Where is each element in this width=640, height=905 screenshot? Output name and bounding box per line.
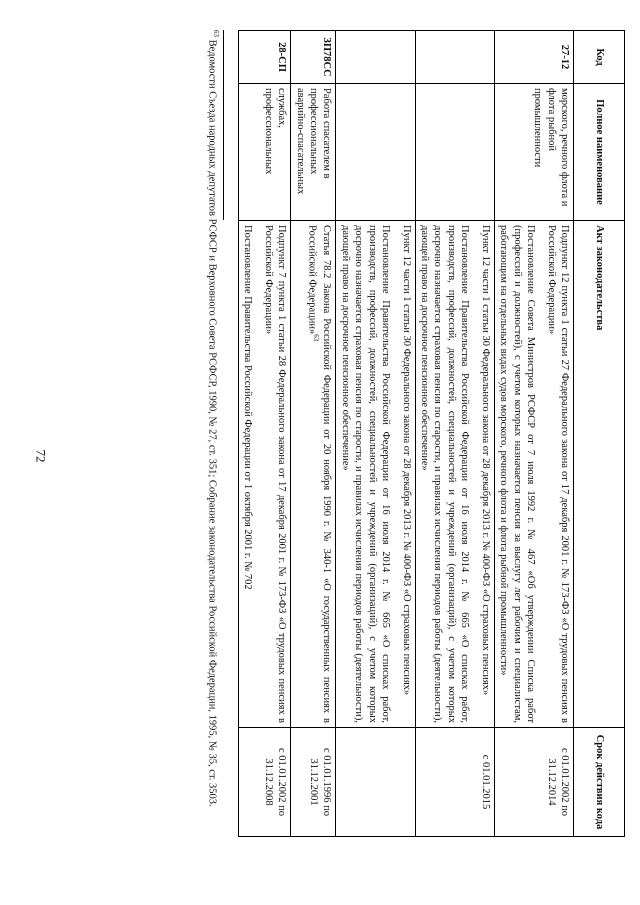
table-row — [415, 31, 494, 837]
act-paragraph: Постановление Правительства Российской Федерации от 16 июля 2014 г. № 665 «О списках работ, производств, профессий, должностей, специальностей и учреждений (организаций), с учетом которых досрочно назначается страховая пенсия по старости, и правилах исчисления периодов работы (деятельности), дающей право на досрочное пенсионное обеспечение» — [339, 225, 392, 723]
header-code: Код — [574, 31, 625, 84]
table-row — [238, 31, 290, 837]
row-name: Работа спасателем в профессиональных аварийно-спасательных — [291, 84, 336, 221]
row-act — [336, 221, 415, 728]
footnote-ref: 63 — [312, 334, 320, 342]
footnote-mark: 63 — [211, 30, 220, 37]
act-paragraph: Пункт 12 части 1 статьи 30 Федерального закона от 28 декабря 2013 г. № 400-ФЗ «О страховых пенсиях» — [400, 225, 412, 696]
header-act: Акт законодательства — [574, 221, 625, 728]
table-header-row — [574, 31, 625, 837]
row-term: с 01.01.2002 по 31.12.2008 — [238, 728, 290, 837]
row-act — [415, 221, 494, 728]
row-name: службах, профессиональных — [238, 84, 290, 221]
row-code — [336, 31, 415, 84]
table-row — [494, 31, 573, 837]
row-act — [291, 221, 336, 728]
table-row — [336, 31, 415, 837]
footnote-divider — [223, 30, 224, 220]
row-name: морского, речного флота и флота рыбной промышленности — [494, 84, 573, 221]
row-name — [415, 84, 494, 221]
act-paragraph: Постановление Совета Министров РСФСР от 7 июля 1992 г. № 467 «Об утверждении Списка работ (профессий и должностей), с учетом которых назначается пенсия за выслугу лет рабочим и специалистам, работающим на отдельных видах судов морского, речного флота и флота рыбной промышленности» — [498, 225, 537, 723]
act-paragraph: Подпункт 12 пункта 1 статьи 27 Федерального закона от 17 декабря 2001 г. № 173-ФЗ «О трудовых пенсиях в Российской Федерации» — [545, 225, 570, 723]
row-code: ЗП78СС — [291, 31, 336, 84]
row-term: с 01.01.2002 по 31.12.2014 — [494, 728, 573, 837]
row-code: 27-12 — [494, 31, 573, 84]
rotated-page — [55, 30, 625, 875]
act-paragraph — [305, 225, 333, 723]
row-act — [238, 221, 290, 728]
act-paragraph: Постановление Правительства Российской Федерации от 16 июля 2014 г. № 665 «О списках работ, производств, профессий, должностей, специальностей и учреждений (организаций), с учетом которых досрочно назначается страховая пенсия по старости, и правилах исчисления периодов работы (деятельности), дающей право на досрочное пенсионное обеспечение» — [419, 225, 471, 723]
row-term: с 01.01.2015 — [415, 728, 494, 837]
row-code — [415, 31, 494, 84]
header-term: Срок действия кода — [574, 728, 625, 837]
row-name — [336, 84, 415, 221]
row-code: 28-СП — [238, 31, 290, 84]
row-act — [494, 221, 573, 728]
row-term: с 01.01.1996 по 31.12.2001 — [291, 728, 336, 837]
header-name: Полное наименование — [574, 84, 625, 221]
codes-table — [238, 30, 625, 837]
act-text: Статья 78.2 Закона Российской Федерации от 20 ноября 1990 г. № 340-1 «О государственных пенсиях в Российской Федерации» — [306, 225, 333, 723]
footnote — [205, 30, 224, 830]
footnote-text: Ведомости Съезда народных депутатов РСФСР и Верховного Совета РСФСР, 1990, № 27, ст. 351; Собрание законодательства Российской Федерации, 1995, № 35, ст. 3503. — [206, 39, 218, 807]
act-paragraph: Постановление Правительства Российской Федерации от 1 октября 2001 г. № 702 — [242, 225, 254, 590]
page-number: 72 — [33, 449, 49, 463]
act-paragraph: Подпункт 7 пункта 1 статьи 28 Федерального закона от 17 декабря 2001 г. № 173-ФЗ «О трудовых пенсиях в Российской Федерации» — [262, 225, 288, 723]
act-paragraph: Пункт 12 части 1 статьи 30 Федерального закона от 28 декабря 2013 г. № 400-ФЗ «О страховых пенсиях» — [479, 225, 491, 696]
table-row — [291, 31, 336, 837]
row-term — [336, 728, 415, 837]
